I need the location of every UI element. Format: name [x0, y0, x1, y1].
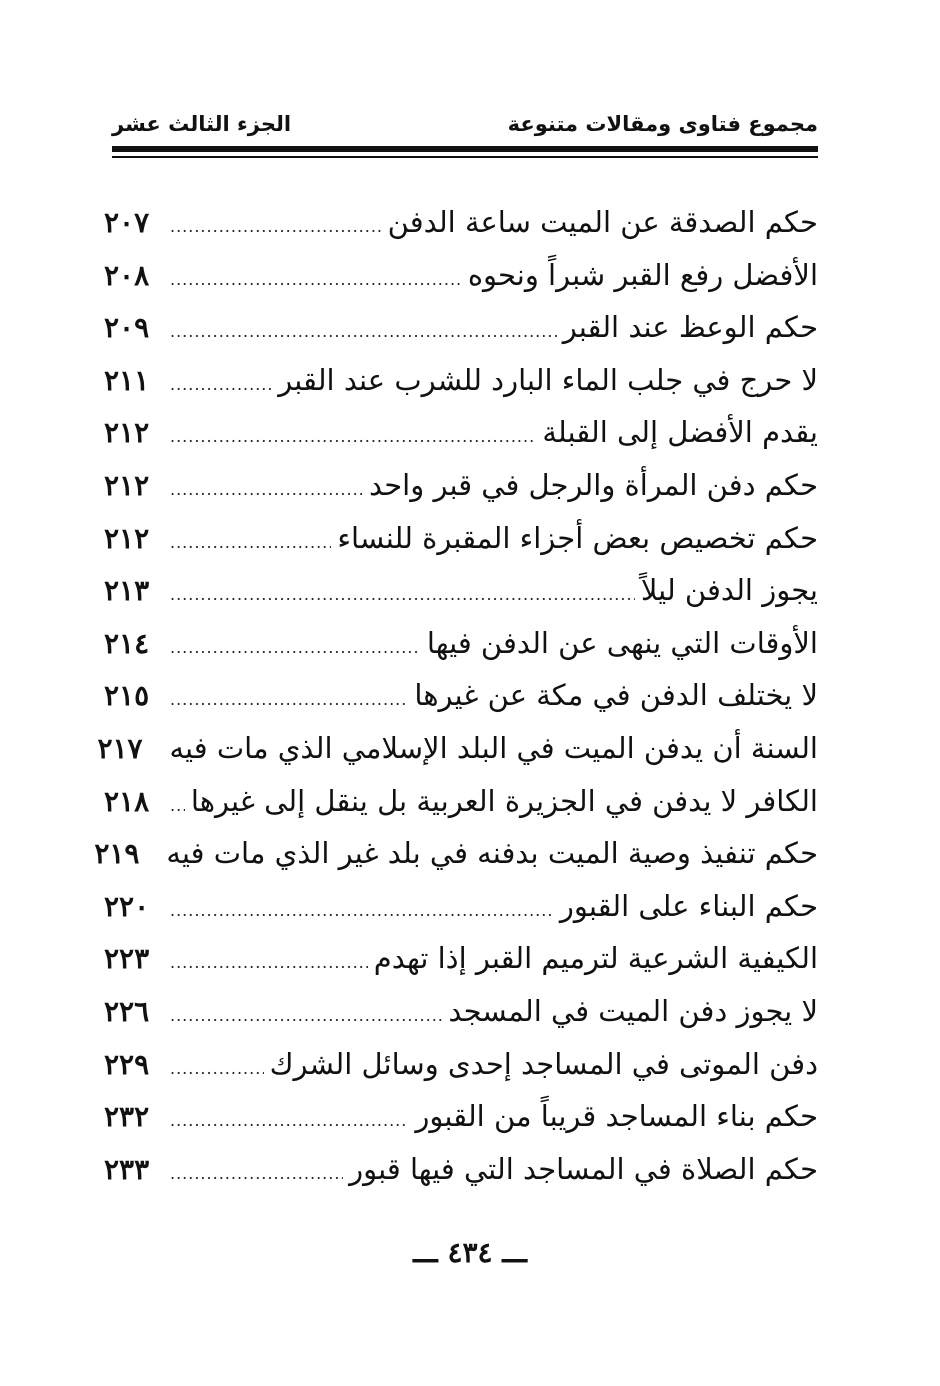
toc-entry-page: ٢٢٦: [104, 994, 150, 1028]
toc-entry-page: ٢١٨: [104, 784, 150, 818]
toc-entry-page: ٢٣٣: [104, 1152, 150, 1186]
toc-entry-page: ٢١٢: [104, 468, 150, 502]
toc-leader-dots: [170, 201, 382, 254]
toc-leader-dots: [170, 306, 557, 359]
toc-entry: [97, 722, 818, 775]
toc-entry-page: ٢٠٨: [104, 258, 150, 292]
header-rule-thick: [112, 146, 818, 152]
toc-entry-title: لا يجوز دفن الميت في المسجد: [448, 993, 818, 1028]
toc-entry-title: حكم بناء المساجد قريباً من القبور: [415, 1099, 818, 1134]
toc-leader-dots: [170, 464, 363, 517]
toc-leader-dots: [170, 254, 462, 307]
toc-entry-page: ٢١٥: [104, 679, 150, 713]
toc-leader-dots: [170, 1043, 264, 1096]
toc-entry: [104, 406, 818, 459]
toc-entry-title: يجوز الدفن ليلاً: [640, 573, 818, 608]
toc-entry-title: حكم الصدقة عن الميت ساعة الدفن: [387, 205, 818, 239]
volume-label: الجزء الثالث عشر: [112, 112, 292, 136]
toc-entry-page: ٢٢٣: [104, 942, 150, 976]
toc-entry: [104, 512, 818, 565]
toc-entry: [104, 354, 818, 407]
toc-entry-page: ٢١٣: [104, 574, 150, 608]
toc-entry: [104, 459, 818, 512]
toc-entry-page: ٢٢٩: [104, 1047, 150, 1081]
toc-leader-dots: [170, 937, 368, 990]
toc-entry-title: الكيفية الشرعية لترميم القبر إذا تهدم: [373, 941, 818, 976]
toc-entry-title: حكم الصلاة في المساجد التي فيها قبور: [349, 1151, 818, 1186]
toc-entry: [104, 1143, 818, 1196]
toc-entry-title: يقدم الأفضل إلى القبلة: [542, 415, 818, 450]
book-title: مجموع فتاوى ومقالات متنوعة: [507, 112, 818, 136]
toc-entry: [104, 669, 818, 722]
toc-entry: [104, 985, 818, 1038]
toc-entry-page: ٢٢٠: [104, 889, 150, 923]
toc-entry: [104, 932, 818, 985]
toc-entry-title: حكم الوعظ عند القبر: [562, 310, 818, 345]
toc-entry-page: ٢١٧: [97, 731, 143, 765]
toc-entry-title: حكم دفن المرأة والرجل في قبر واحد: [369, 467, 818, 502]
toc-entry-title: حكم البناء على القبور: [559, 888, 818, 923]
table-of-contents: [94, 196, 818, 1195]
toc-leader-dots: [170, 1095, 409, 1148]
toc-entry: [104, 617, 818, 670]
page-number: ـــ ٤٣٤ ـــ: [413, 1236, 527, 1269]
toc-entry: [104, 196, 818, 249]
toc-leader-dots: [170, 411, 536, 464]
toc-entry: [104, 880, 818, 933]
header-rule-thin: [112, 156, 818, 158]
toc-entry-page: ٢١٢: [104, 521, 150, 555]
toc-leader-dots: [170, 990, 442, 1043]
toc-entry-page: ٢٠٧: [104, 206, 150, 239]
toc-entry-title: لا يختلف الدفن في مكة عن غيرها: [414, 678, 818, 713]
toc-leader-dots: [170, 780, 185, 833]
toc-entry-title: دفن الموتى في المساجد إحدى وسائل الشرك: [269, 1046, 818, 1081]
toc-leader-dots: [170, 359, 272, 412]
toc-leader-dots: [170, 517, 331, 570]
toc-entry-page: ٢١٤: [104, 626, 150, 660]
toc-leader-dots: [170, 622, 421, 675]
toc-entry-title: حكم تنفيذ وصية الميت بدفنه في بلد غير الذي مات فيه: [166, 836, 818, 871]
toc-leader-dots: [170, 674, 408, 727]
toc-entry-page: ٢١٩: [94, 837, 140, 871]
toc-entry-page: ٢٣٢: [104, 1100, 150, 1134]
toc-entry-title: لا حرج في جلب الماء البارد للشرب عند القبر: [278, 362, 818, 397]
toc-entry-title: الكافر لا يدفن في الجزيرة العربية بل ينقل إلى غيرها: [190, 783, 818, 818]
toc-entry: [104, 775, 818, 828]
toc-entry-page: ٢١١: [104, 363, 150, 397]
toc-entry-page: ٢٠٩: [104, 311, 150, 345]
toc-entry: [94, 827, 818, 880]
toc-entry: [104, 1038, 818, 1091]
toc-entry-page: ٢١٢: [104, 416, 150, 450]
toc-leader-dots: [170, 569, 635, 622]
toc-entry: [104, 1090, 818, 1143]
toc-entry-title: حكم تخصيص بعض أجزاء المقبرة للنساء: [337, 520, 818, 555]
toc-entry-title: الأفضل رفع القبر شبراً ونحوه: [467, 257, 818, 292]
toc-entry: [104, 301, 818, 354]
toc-entry-title: الأوقات التي ينهى عن الدفن فيها: [426, 625, 818, 660]
running-header: [112, 112, 818, 142]
toc-entry: [104, 564, 818, 617]
toc-leader-dots: [170, 885, 554, 938]
toc-entry: [104, 249, 818, 302]
toc-leader-dots: [170, 1148, 343, 1201]
toc-entry-title: السنة أن يدفن الميت في البلد الإسلامي الذي مات فيه: [169, 730, 818, 765]
